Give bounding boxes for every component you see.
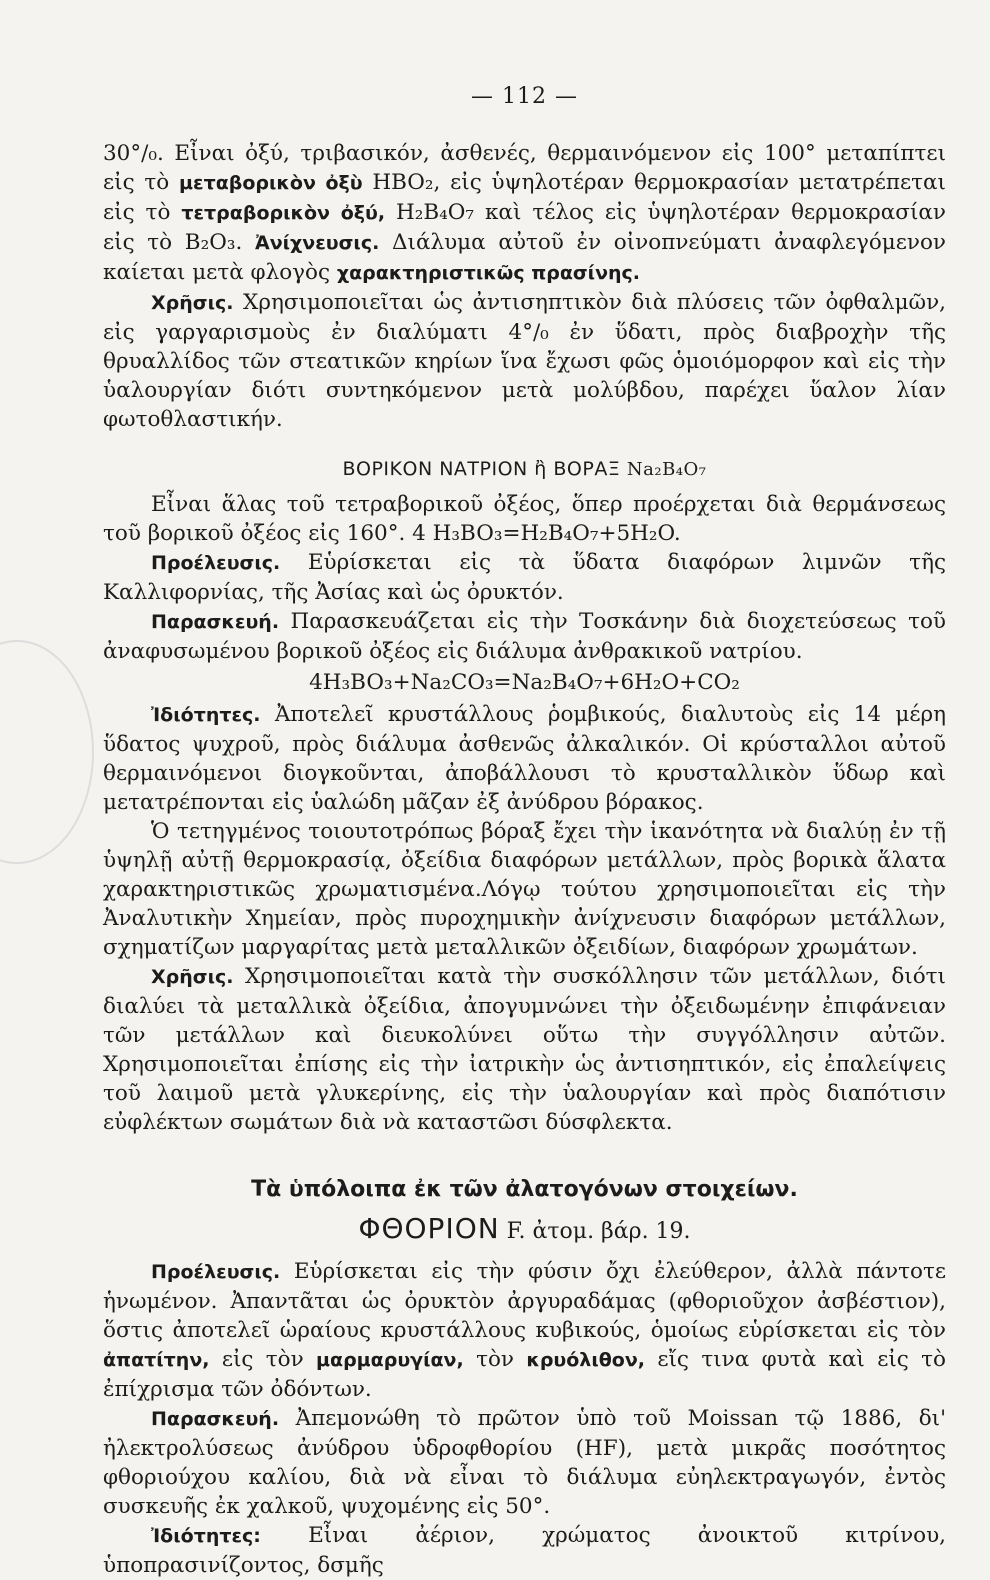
heading-main: ΒΟΡΙΚΟΝ ΝΑΤΡΙΟΝ ἢ ΒΟΡΑΞ: [342, 458, 621, 480]
bold-term: τετραβορικὸν ὀξύ,: [181, 202, 386, 224]
element-name: ΦΘΟΡΙΟΝ: [358, 1212, 500, 1245]
text: Ὁ τετηγμένος τοιουτοτρόπως βόραξ ἔχει τὴν ἱκανότητα νὰ διαλύῃ ἐν τῇ ὑψηλῇ αὐτῇ θερμοκρασίᾳ, ὀξείδια διαφόρων μετάλλων, πρὸς βορικὰ ἅλατα χαρακτηριστικῶς χρωματισμένα.Λόγῳ τούτου χρησιμοποιεῖται εἰς τὴν Ἀναλυτικὴν Χημείαν, πρὸς πυροχημικὴν ἀνίχνευσιν διαφόρων μετάλλων, σχηματίζων μαργαρίτας μετὰ μεταλλικῶν ὀξειδίων, διαφόρων χρωμάτων.: [103, 819, 946, 960]
library-stamp: [0, 640, 94, 864]
heading-formula: Na₂B₄O₇: [626, 459, 707, 480]
element-info: F. ἀτομ. βάρ. 19.: [499, 1219, 691, 1244]
bold-term: Παρασκευή.: [151, 611, 280, 633]
bold-term: Προέλευσις.: [151, 552, 281, 574]
bold-term: Παρασκευή.: [151, 1408, 280, 1430]
text: 30°/₀. Εἶναι ὀξύ, τριβασικόν, ἀσθενές, θερμαινόμενον εἰς 100° μεταπίπτει εἰς τὸ: [103, 141, 946, 195]
paragraph-fluorine-preparation: [103, 1404, 946, 1521]
paragraph-fluorine-origin: [103, 1257, 946, 1404]
paragraph-borax-use: [103, 962, 946, 1137]
bold-term: Ἰδιότητες.: [151, 704, 261, 726]
bold-term: κρυόλιθον,: [526, 1349, 646, 1371]
text: Εὑρίσκεται εἰς τὴν φύσιν ὄχι ἐλεύθερον, ἀλλὰ πάντοτε ἡνωμένον. Ἀπαντᾶται ὡς ὀρυκτὸν ἀργυραδάμας (φθοριοῦχον ἀσβέστιον), ὅστις ἀποτελεῖ ὡραίους κρυστάλλους κυβικούς, ὁμοίως εὑρίσκεται εἰς τὸν: [103, 1259, 946, 1343]
paragraph-borax-intro: [103, 490, 946, 548]
bold-term: μεταβορικὸν ὀξὺ: [179, 172, 363, 194]
text: Παρασκευάζεται εἰς τὴν Τοσκάνην διὰ διοχετεύσεως τοῦ ἀναφυσωμένου βορικοῦ ὀξέος εἰς διάλυμα ἀνθρακικοῦ νατρίου.: [103, 609, 946, 664]
text: Χρησιμοποιεῖται ὡς ἀντισηπτικὸν διὰ πλύσεις τῶν ὀφθαλμῶν, εἰς γαργαρισμοὺς ἐν διαλύματι 4°/₀ ἐν ὕδατι, πρὸς διαβροχὴν τῆς θρυαλλίδος τῶν στεατικῶν κηρίων ἵνα ἔχωσι φῶς ὁμοιόμορφον καὶ εἰς τὴν ὑαλουργίαν διότι συντηκόμενον μετὰ μολύβδου, παρέχει ὕαλον λίαν φωτοθλαστικήν.: [103, 290, 946, 432]
text: Εἶναι ἅλας τοῦ τετραβορικοῦ ὀξέος, ὅπερ προέρχεται διὰ θερμάνσεως τοῦ βορικοῦ ὀξέος εἰς 160°. 4 H₃BO₃=H₂B₄O₇+5H₂O.: [103, 492, 946, 546]
text: τὸν: [463, 1347, 527, 1372]
paragraph-fused-borax: [103, 817, 946, 962]
page-number: — 112 —: [471, 84, 578, 109]
bold-term: Προέλευσις.: [151, 1261, 281, 1283]
paragraph-properties: [103, 700, 946, 817]
text: εἴς τινα φυτὰ καὶ εἰς τὸ ἐπίχρισμα τῶν ὀδόντων.: [103, 1347, 946, 1402]
bold-term: Ἀνίχνευσις.: [254, 232, 380, 254]
heading-borax: [103, 458, 946, 480]
text: Ἀποτελεῖ κρυστάλλους ῥομβικούς, διαλυτοὺς εἰς 14 μέρη ὕδατος ψυχροῦ, πρὸς διάλυμα ἀσθενῶς ἀλκαλικόν. Οἱ κρύσταλλοι αὐτοῦ θερμαινόμενοι διογκοῦνται, ἀποβάλλουσι τὸ κρυσταλλικὸν ὕδωρ καὶ μετατρέπονται εἰς ὑαλώδη μᾶζαν ἐξ ἀνύδρου βόρακος.: [103, 702, 946, 815]
paragraph-preparation: [103, 607, 946, 666]
equation-borax: 4H₃BO₃+Na₂CO₃=Na₂B₄O₇+6H₂O+CO₂: [309, 670, 740, 695]
text: H₂B₄O₇ καὶ τέλος εἰς ὑψηλοτέραν θερμοκρασίαν εἰς τὸ B₂O₃.: [103, 200, 947, 255]
paragraph-origin: [103, 548, 946, 607]
bold-term: χαρακτηριστικῶς πρασίνης.: [336, 262, 641, 284]
bold-term: Ἰδιότητες:: [151, 1525, 261, 1547]
paragraph-use: [103, 288, 946, 434]
bold-term: Χρῆσις.: [151, 966, 234, 988]
element-title-fluorine: [103, 1212, 946, 1245]
text: Διάλυμα αὐτοῦ ἐν οἰνοπνεύματι ἀναφλεγόμενον καίεται μετὰ φλογὸς: [103, 230, 947, 285]
text: HBO₂, εἰς ὑψηλοτέραν θερμοκρασίαν μετατρέπεται εἰς τὸ: [103, 170, 946, 225]
section-title: Τὰ ὑπόλοιπα ἐκ τῶν ἀλατογόνων στοιχείων.: [251, 1177, 798, 1202]
bold-term: ἀπατίτην,: [103, 1349, 210, 1371]
text: Ἀπεμονώθη τὸ πρῶτον ὑπὸ τοῦ Moissan τῷ 1886, δι' ἠλεκτρολύσεως ἀνύδρου ὑδροφθορίου (HF), μετὰ μικρᾶς ποσότητος φθοριούχου καλίου, διὰ νὰ εἶναι τὸ διάλυμα εὐηλεκτραγωγόν, ἐντὸς συσκευῆς ἐκ χαλκοῦ, ψυχομένης εἰς 50°.: [103, 1406, 946, 1519]
paragraph-fluorine-properties: [103, 1521, 946, 1580]
paragraph-boric-acid: [103, 139, 946, 288]
text: Χρησιμοποιεῖται κατὰ τὴν συσκόλλησιν τῶν μετάλλων, διότι διαλύει τὰ μεταλλικὰ ὀξείδια, ἀπογυμνώνει τὴν ὀξειδωμένην ἐπιφάνειαν τῶν μετάλλων καὶ διευκολύνει οὕτω τὴν συγγόλλησιν αὐτῶν. Χρησιμοποιεῖται ἐπίσης εἰς τὴν ἰατρικὴν ὡς ἀντισηπτικόν, εἰς ἐπαλείψεις τοῦ λαιμοῦ μετὰ γλυκερίνης, εἰς τὴν ὑαλουργίαν καὶ πρὸς διαπότισιν εὐφλέκτων σωμάτων διὰ νὰ καταστῶσι δύσφλεκτα.: [103, 964, 946, 1135]
text: Εἶναι ἀέριον, χρώματος ἀνοικτοῦ κιτρίνου, ὑποπρασινίζοντος, δσμῆς: [103, 1523, 946, 1578]
text: εἰς τὸν: [209, 1347, 317, 1372]
bold-term: Χρῆσις.: [151, 292, 234, 314]
text: Εὑρίσκεται εἰς τὰ ὕδατα διαφόρων λιμνῶν τῆς Καλλιφορνίας, τῆς Ἀσίας καὶ ὡς ὀρυκτόν.: [103, 550, 946, 605]
bold-term: μαρμαρυγίαν,: [316, 1349, 464, 1371]
